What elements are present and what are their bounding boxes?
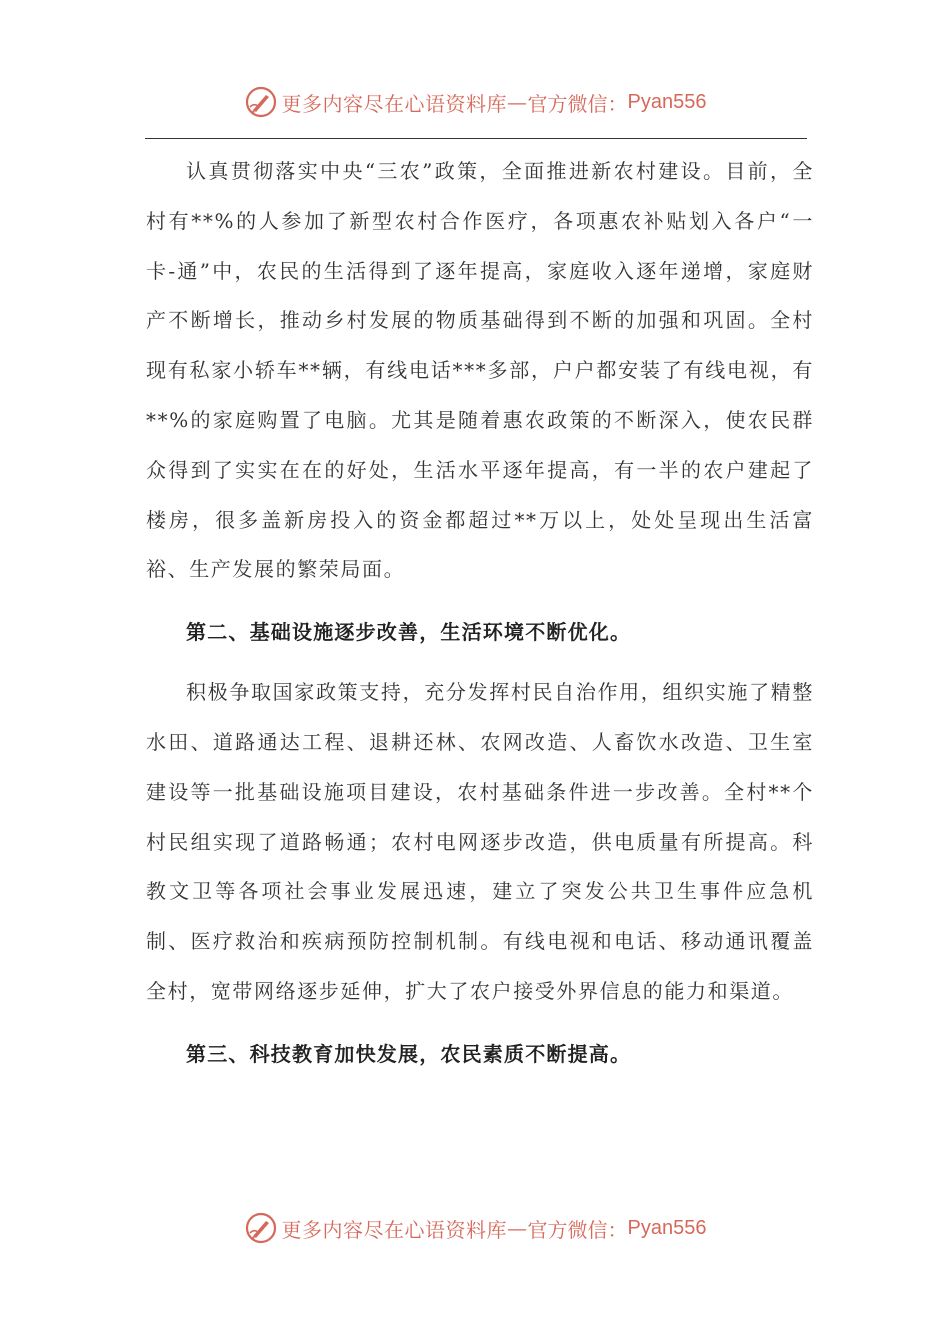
- section-heading-3: 第三、科技教育加快发展，农民素质不断提高。: [186, 1041, 632, 1066]
- banner-main-text: 更多内容尽在心语资料库: [281, 91, 508, 116]
- document-body: [146, 147, 814, 1079]
- pen-logo-icon: [244, 85, 278, 119]
- banner-wechat-id: Pyan556: [627, 1216, 707, 1239]
- section-heading-2: 第二、基础设施逐步改善，生活环境不断优化。: [186, 620, 632, 645]
- pen-logo-icon: [244, 1211, 278, 1245]
- body-paragraph-1: 认真贯彻落实中央“三农”政策，全面推进新农村建设。目前，全村有**%的人参加了新型农村合作医疗，各项惠农补贴划入各户“一卡-通”中，农民的生活得到了逐年提高，家庭收入逐年递增，家庭财产不断增长，推动乡村发展的物质基础得到不断的加强和巩固。全村现有私家小轿车**辆，有线电话***多部，户户都安装了有线电视，有**%的家庭购置了电脑。尤其是随着惠农政策的不断深入，使农民群众得到了实实在在的好处，生活水平逐年提高，有一半的农户建起了楼房，很多盖新房投入的资金都超过**万以上，处处呈现出生活富裕、生产发展的繁荣局面。: [146, 159, 814, 582]
- footer-banner: [0, 1206, 950, 1250]
- banner-wechat-label: 官方微信：: [527, 1217, 628, 1242]
- banner-wechat-label: 官方微信：: [527, 91, 628, 116]
- banner-dash: —: [507, 90, 528, 114]
- header-rule: [145, 138, 807, 139]
- banner-dash: —: [507, 1216, 528, 1240]
- banner-wechat-id: Pyan556: [627, 90, 707, 113]
- body-paragraph-2: 积极争取国家政策支持，充分发挥村民自治作用，组织实施了精整水田、道路通达工程、退耕还林、农网改造、人畜饮水改造、卫生室建设等一批基础设施项目建设，农村基础条件进一步改善。全村**个村民组实现了道路畅通；农村电网逐步改造，供电质量有所提高。科教文卫等各项社会事业发展迅速，建立了突发公共卫生事件应急机制、医疗救治和疾病预防控制机制。有线电视和电话、移动通讯覆盖全村，宽带网络逐步延伸，扩大了农户接受外界信息的能力和渠道。: [146, 680, 814, 1003]
- banner-main-text: 更多内容尽在心语资料库: [281, 1217, 508, 1242]
- header-banner: [0, 80, 950, 124]
